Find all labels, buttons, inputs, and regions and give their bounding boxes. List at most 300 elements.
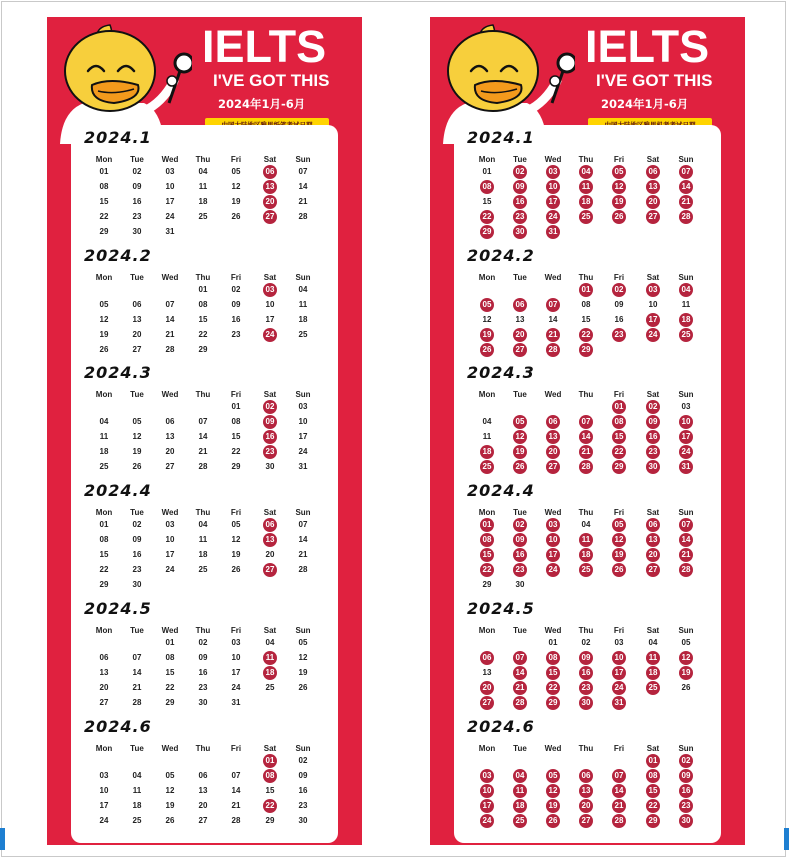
calendar-day: 30 [132, 580, 142, 589]
exam-date: 01 [480, 518, 494, 532]
exam-date: 10 [480, 784, 494, 798]
exam-date: 17 [480, 799, 494, 813]
weekday-label: Tue [130, 744, 144, 753]
weekday-label: Fri [230, 508, 242, 517]
exam-date: 22 [646, 799, 660, 813]
month-title: 2024.3 [84, 363, 152, 382]
exam-date: 09 [263, 415, 277, 429]
exam-date: 01 [579, 283, 593, 297]
calendar-day: 22 [198, 330, 208, 339]
weekday-label: Fri [613, 508, 625, 517]
weekday-label: Sat [263, 390, 277, 399]
exam-date: 28 [546, 343, 560, 357]
exam-date: 27 [513, 343, 527, 357]
calendar-day: 07 [298, 167, 308, 176]
calendar-day: 22 [99, 212, 109, 221]
calendar-day: 31 [165, 227, 175, 236]
calendar-day: 15 [482, 197, 492, 206]
weekday-label: Sat [646, 626, 660, 635]
calendar-day: 28 [198, 462, 208, 471]
exam-date: 01 [612, 400, 626, 414]
exam-date: 17 [679, 430, 693, 444]
calendar-day: 22 [231, 447, 241, 456]
calendar-day: 15 [198, 315, 208, 324]
weekday-label: Thu [195, 273, 211, 282]
calendar-day: 03 [165, 167, 175, 176]
month-block [71, 364, 338, 479]
exam-date: 02 [513, 518, 527, 532]
calendar-day: 15 [231, 432, 241, 441]
exam-date: 12 [513, 430, 527, 444]
exam-date: 06 [646, 518, 660, 532]
weekday-label: Fri [613, 155, 625, 164]
exam-date: 09 [646, 415, 660, 429]
weekday-label: Tue [513, 744, 527, 753]
weekday-label: Tue [513, 155, 527, 164]
weekday-label: Sat [263, 273, 277, 282]
exam-date: 31 [546, 225, 560, 239]
calendar-day: 25 [198, 212, 208, 221]
calendar-day: 30 [198, 698, 208, 707]
calendar-day: 17 [165, 550, 175, 559]
exam-date: 20 [646, 195, 660, 209]
weekday-label: Mon [478, 390, 496, 399]
month-title: 2024.6 [84, 717, 152, 736]
calendar-day: 17 [165, 197, 175, 206]
calendar-day: 12 [99, 315, 109, 324]
calendar-day: 26 [165, 816, 175, 825]
calendar-day: 19 [231, 197, 241, 206]
calendar-card [71, 125, 338, 843]
weekday-label: Mon [478, 508, 496, 517]
weekday-label: Tue [513, 626, 527, 635]
calendar-day: 25 [99, 462, 109, 471]
exam-date: 27 [263, 563, 277, 577]
exam-date: 25 [646, 681, 660, 695]
calendar-day: 25 [198, 565, 208, 574]
exam-date: 26 [480, 343, 494, 357]
calendar-day: 08 [198, 300, 208, 309]
exam-date: 26 [612, 210, 626, 224]
calendar-day: 17 [231, 668, 241, 677]
calendar-day: 07 [298, 520, 308, 529]
exam-date: 05 [612, 518, 626, 532]
exam-date: 06 [263, 518, 277, 532]
calendar-day: 30 [515, 580, 525, 589]
exam-date: 28 [612, 814, 626, 828]
weekday-label: Tue [130, 273, 144, 282]
calendar-day: 16 [198, 668, 208, 677]
calendar-day: 07 [165, 300, 175, 309]
calendar-day: 27 [132, 345, 142, 354]
month-block [71, 482, 338, 597]
calendar-day: 02 [581, 638, 591, 647]
right-edge-marker [784, 828, 789, 850]
exam-date: 17 [546, 195, 560, 209]
exam-date: 16 [263, 430, 277, 444]
exam-date: 11 [263, 651, 277, 665]
weekday-label: Fri [613, 390, 625, 399]
month-title: 2024.2 [467, 246, 535, 265]
calendar-day: 11 [198, 182, 208, 191]
exam-date: 23 [612, 328, 626, 342]
weekday-label: Fri [230, 273, 242, 282]
exam-date: 14 [513, 666, 527, 680]
exam-date: 02 [263, 400, 277, 414]
calendar-day: 29 [198, 345, 208, 354]
exam-date: 29 [546, 696, 560, 710]
weekday-label: Tue [130, 155, 144, 164]
calendar-day: 24 [298, 447, 308, 456]
exam-date: 16 [679, 784, 693, 798]
calendar-day: 10 [231, 653, 241, 662]
weekday-label: Sun [295, 273, 311, 282]
exam-date: 29 [480, 225, 494, 239]
calendar-day: 07 [231, 771, 241, 780]
calendar-day: 24 [99, 816, 109, 825]
exam-date: 16 [579, 666, 593, 680]
exam-date: 21 [579, 445, 593, 459]
calendar-day: 04 [581, 520, 591, 529]
calendar-day: 19 [99, 330, 109, 339]
month-block [71, 129, 338, 244]
calendar-day: 20 [132, 330, 142, 339]
exam-date: 06 [646, 165, 660, 179]
exam-date: 23 [513, 210, 527, 224]
exam-date: 25 [480, 460, 494, 474]
calendar-day: 03 [681, 402, 691, 411]
calendar-day: 14 [165, 315, 175, 324]
weekday-label: Thu [578, 508, 594, 517]
calendar-day: 12 [298, 653, 308, 662]
exam-date: 10 [546, 533, 560, 547]
exam-date: 24 [546, 210, 560, 224]
calendar-day: 04 [648, 638, 658, 647]
exam-date: 09 [513, 533, 527, 547]
weekday-label: Wed [161, 744, 179, 753]
calendar-day: 03 [99, 771, 109, 780]
calendar-day: 29 [99, 227, 109, 236]
weekday-label: Fri [613, 626, 625, 635]
weekday-label: Sat [263, 626, 277, 635]
month-title: 2024.4 [467, 481, 535, 500]
exam-date: 15 [612, 430, 626, 444]
calendar-day: 13 [198, 786, 208, 795]
exam-date: 08 [612, 415, 626, 429]
exam-date: 21 [546, 328, 560, 342]
calendar-day: 14 [132, 668, 142, 677]
month-block [71, 718, 338, 833]
calendar-day: 09 [298, 771, 308, 780]
exam-date: 05 [612, 165, 626, 179]
calendar-day: 10 [99, 786, 109, 795]
exam-date: 24 [546, 563, 560, 577]
calendar-day: 28 [298, 212, 308, 221]
exam-date: 02 [513, 165, 527, 179]
exam-date: 28 [513, 696, 527, 710]
exam-date: 19 [480, 328, 494, 342]
exam-date: 29 [646, 814, 660, 828]
calendar-day: 18 [132, 801, 142, 810]
month-title: 2024.1 [467, 128, 535, 147]
month-block [454, 247, 721, 362]
calendar-day: 04 [265, 638, 275, 647]
weekday-label: Tue [513, 508, 527, 517]
calendar-day: 10 [265, 300, 275, 309]
slogan: I'VE GOT THIS [596, 71, 713, 90]
calendar-day: 08 [231, 417, 241, 426]
weekday-label: Sun [678, 155, 694, 164]
calendar-day: 11 [198, 535, 208, 544]
calendar-day: 19 [298, 668, 308, 677]
calendar-day: 18 [198, 197, 208, 206]
calendar-day: 30 [265, 462, 275, 471]
exam-date: 12 [612, 533, 626, 547]
weekday-label: Sun [295, 390, 311, 399]
calendar-day: 28 [231, 816, 241, 825]
exam-date: 11 [513, 784, 527, 798]
exam-date: 17 [646, 313, 660, 327]
exam-date: 19 [679, 666, 693, 680]
exam-date: 08 [480, 180, 494, 194]
exam-date: 18 [579, 548, 593, 562]
calendar-day: 30 [298, 816, 308, 825]
exam-date: 19 [513, 445, 527, 459]
poster-paper-test-dates [47, 17, 362, 845]
month-title: 2024.2 [84, 246, 152, 265]
calendar-day: 29 [99, 580, 109, 589]
calendar-day: 11 [681, 300, 691, 309]
calendar-day: 03 [614, 638, 624, 647]
weekday-label: Fri [230, 390, 242, 399]
weekday-label: Thu [578, 744, 594, 753]
calendar-day: 19 [132, 447, 142, 456]
calendar-day: 20 [198, 801, 208, 810]
exam-date: 12 [612, 180, 626, 194]
exam-date: 29 [612, 460, 626, 474]
weekday-label: Wed [544, 626, 562, 635]
calendar-day: 06 [132, 300, 142, 309]
weekday-label: Tue [130, 626, 144, 635]
calendar-day: 05 [298, 638, 308, 647]
exam-date: 25 [579, 563, 593, 577]
exam-date: 30 [679, 814, 693, 828]
exam-date: 26 [612, 563, 626, 577]
exam-date: 20 [513, 328, 527, 342]
calendar-day: 11 [132, 786, 142, 795]
exam-date: 11 [646, 651, 660, 665]
weekday-label: Wed [161, 390, 179, 399]
calendar-day: 08 [165, 653, 175, 662]
calendar-day: 23 [298, 801, 308, 810]
exam-date: 28 [579, 460, 593, 474]
weekday-label: Sun [295, 744, 311, 753]
exam-date: 18 [263, 666, 277, 680]
calendar-day: 04 [198, 167, 208, 176]
weekday-label: Sat [263, 744, 277, 753]
weekday-label: Fri [230, 744, 242, 753]
exam-date: 22 [546, 681, 560, 695]
exam-date: 08 [546, 651, 560, 665]
calendar-day: 12 [132, 432, 142, 441]
calendar-day: 01 [231, 402, 241, 411]
calendar-day: 12 [231, 182, 241, 191]
calendar-day: 23 [132, 212, 142, 221]
exam-date: 24 [646, 328, 660, 342]
calendar-day: 01 [99, 520, 109, 529]
calendar-day: 29 [265, 816, 275, 825]
calendar-day: 09 [614, 300, 624, 309]
exam-date: 18 [480, 445, 494, 459]
exam-date: 09 [679, 769, 693, 783]
exam-date: 26 [513, 460, 527, 474]
calendar-day: 09 [198, 653, 208, 662]
exam-date: 13 [646, 533, 660, 547]
weekday-label: Tue [130, 508, 144, 517]
exam-date: 08 [480, 533, 494, 547]
calendar-day: 02 [198, 638, 208, 647]
calendar-day: 18 [99, 447, 109, 456]
calendar-day: 14 [298, 182, 308, 191]
weekday-label: Mon [478, 155, 496, 164]
calendar-day: 29 [482, 580, 492, 589]
calendar-day: 19 [231, 550, 241, 559]
exam-date: 19 [612, 195, 626, 209]
exam-date: 07 [546, 298, 560, 312]
calendar-day: 25 [265, 683, 275, 692]
exam-date: 22 [263, 799, 277, 813]
weekday-label: Sat [646, 508, 660, 517]
exam-date: 06 [513, 298, 527, 312]
weekday-label: Fri [230, 155, 242, 164]
exam-date: 13 [646, 180, 660, 194]
calendar-day: 28 [165, 345, 175, 354]
exam-date: 24 [612, 681, 626, 695]
weekday-label: Mon [95, 273, 113, 282]
calendar-day: 13 [99, 668, 109, 677]
calendar-day: 09 [132, 182, 142, 191]
calendar-card [454, 125, 721, 843]
exam-date: 27 [480, 696, 494, 710]
calendar-day: 15 [99, 550, 109, 559]
calendar-day: 05 [231, 167, 241, 176]
calendar-day: 27 [165, 462, 175, 471]
poster-computer-test-dates [430, 17, 745, 845]
exam-date: 16 [513, 548, 527, 562]
exam-date: 29 [579, 343, 593, 357]
calendar-day: 23 [132, 565, 142, 574]
calendar-day: 12 [165, 786, 175, 795]
weekday-label: Sat [646, 273, 660, 282]
exam-date: 14 [579, 430, 593, 444]
exam-date: 18 [513, 799, 527, 813]
weekday-label: Mon [478, 744, 496, 753]
calendar-day: 29 [165, 698, 175, 707]
calendar-day: 20 [165, 447, 175, 456]
exam-date: 12 [546, 784, 560, 798]
calendar-day: 17 [298, 432, 308, 441]
calendar-day: 18 [298, 315, 308, 324]
ielts-title: IELTS [585, 21, 710, 72]
calendar-day: 06 [198, 771, 208, 780]
left-edge-marker [0, 828, 5, 850]
calendar-day: 10 [165, 535, 175, 544]
calendar-day: 01 [99, 167, 109, 176]
calendar-day: 01 [482, 167, 492, 176]
calendar-day: 11 [298, 300, 308, 309]
weekday-label: Thu [578, 273, 594, 282]
exam-date: 15 [646, 784, 660, 798]
exam-date: 20 [546, 445, 560, 459]
calendar-day: 11 [99, 432, 109, 441]
calendar-day: 13 [132, 315, 142, 324]
exam-date: 22 [579, 328, 593, 342]
calendar-day: 16 [132, 550, 142, 559]
weekday-label: Sat [263, 508, 277, 517]
calendar-day: 09 [231, 300, 241, 309]
exam-date: 30 [579, 696, 593, 710]
exam-date: 14 [612, 784, 626, 798]
exam-date: 15 [480, 548, 494, 562]
exam-date: 19 [546, 799, 560, 813]
exam-date: 28 [679, 563, 693, 577]
weekday-label: Sun [678, 508, 694, 517]
calendar-day: 24 [165, 565, 175, 574]
weekday-label: Sun [678, 273, 694, 282]
calendar-day: 19 [165, 801, 175, 810]
calendar-day: 27 [99, 698, 109, 707]
exam-date: 21 [679, 548, 693, 562]
exam-date: 04 [579, 165, 593, 179]
calendar-day: 03 [298, 402, 308, 411]
calendar-day: 20 [265, 550, 275, 559]
exam-date: 02 [646, 400, 660, 414]
exam-date: 27 [646, 210, 660, 224]
exam-date: 01 [646, 754, 660, 768]
exam-date: 03 [646, 283, 660, 297]
weekday-label: Sat [646, 744, 660, 753]
weekday-label: Sun [295, 626, 311, 635]
calendar-day: 04 [482, 417, 492, 426]
weekday-label: Sun [295, 155, 311, 164]
calendar-day: 13 [482, 668, 492, 677]
exam-date: 22 [480, 210, 494, 224]
calendar-day: 16 [132, 197, 142, 206]
calendar-day: 04 [99, 417, 109, 426]
calendar-day: 02 [132, 167, 142, 176]
calendar-day: 26 [231, 212, 241, 221]
weekday-label: Mon [478, 626, 496, 635]
date-range: 2024年1月-6月 [218, 97, 306, 111]
calendar-day: 26 [132, 462, 142, 471]
month-title: 2024.3 [467, 363, 535, 382]
weekday-label: Mon [95, 626, 113, 635]
calendar-day: 24 [165, 212, 175, 221]
exam-date: 07 [579, 415, 593, 429]
month-title: 2024.1 [84, 128, 152, 147]
month-block [454, 482, 721, 597]
calendar-day: 13 [515, 315, 525, 324]
calendar-day: 25 [132, 816, 142, 825]
exam-date: 06 [263, 165, 277, 179]
date-range: 2024年1月-6月 [601, 97, 689, 111]
calendar-day: 06 [99, 653, 109, 662]
calendar-day: 05 [681, 638, 691, 647]
exam-date: 21 [679, 195, 693, 209]
exam-date: 23 [679, 799, 693, 813]
exam-date: 05 [480, 298, 494, 312]
exam-date: 07 [513, 651, 527, 665]
